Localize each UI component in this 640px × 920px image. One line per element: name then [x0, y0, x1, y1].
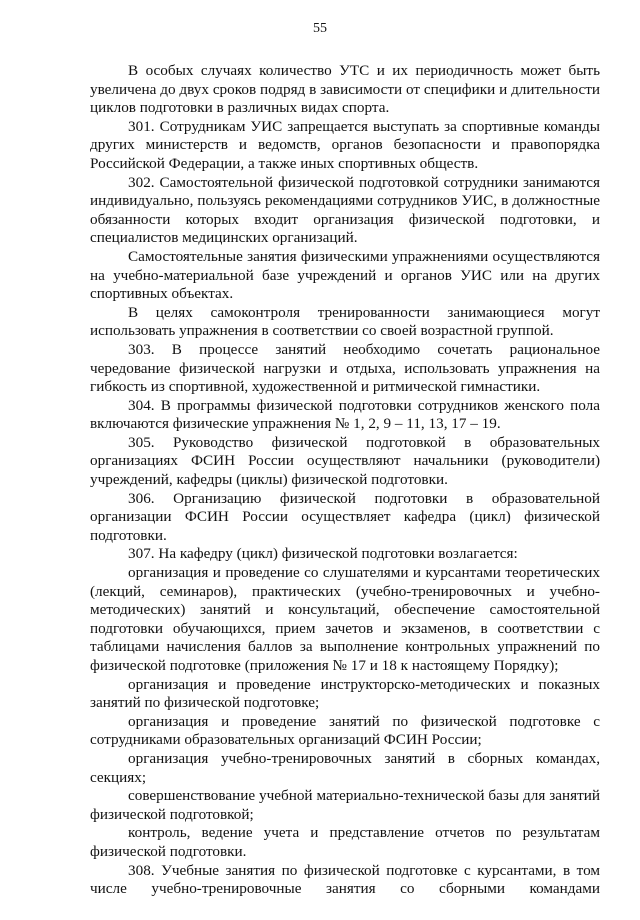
list-item-classes: организация и проведение со слушателями и курсантами теоретических (лекций, семинаров), практических (учебно-тренировочных и учебно-методических) занятий и консультаций, обеспечение самостоятельной подготовки обучающихся, прием зачетов и экзаменов, в соответствии с таблицами начисления баллов за выполнение контрольных упражнений по физической подготовке (приложения № 17 и 18 к настоящему Порядку);: [90, 564, 600, 674]
paragraph-301: 301. Сотрудникам УИС запрещается выступать за спортивные команды других министерств и ведомств, органов безопасности и правопорядка Российской Федерации, а также иных спортивных обществ.: [90, 117, 600, 172]
document-body: [90, 62, 600, 899]
paragraph-self-control: В целях самоконтроля тренированности занимающиеся могут использовать упражнения в соответствии со своей возрастной группой.: [90, 303, 600, 340]
page-number: 55: [313, 21, 327, 36]
paragraph-306: 306. Организацию физической подготовки в образовательной организации ФСИН России осуществляет кафедра (цикл) физической подготовки.: [90, 489, 600, 544]
paragraph-self-training-base: Самостоятельные занятия физическими упражнениями осуществляются на учебно-материальной базе учреждений и органов УИС или на других спортивных объектах.: [90, 247, 600, 303]
list-item-team-training: организация учебно-тренировочных занятий в сборных командах, секциях;: [90, 749, 600, 786]
list-item-staff-classes: организация и проведение занятий по физической подготовке с сотрудниками образовательных организаций ФСИН России;: [90, 712, 600, 749]
paragraph-304: 304. В программы физической подготовки сотрудников женского пола включаются физические упражнения № 1, 2, 9 – 11, 13, 17 – 19.: [90, 396, 600, 433]
paragraph-303: 303. В процессе занятий необходимо сочетать рациональное чередование физической нагрузки и отдыха, использовать упражнения на гибкость из спортивной, художественной и ритмической гимнастики.: [90, 340, 600, 396]
list-item-instructor-classes: организация и проведение инструкторско-методических и показных занятий по физической подготовке;: [90, 675, 600, 712]
paragraph-302: 302. Самостоятельной физической подготовкой сотрудники занимаются индивидуально, пользуясь рекомендациями сотрудников УИС, в должностные обязанности которых входит организация физической подготовки, и специалистов медицинских организаций.: [90, 173, 600, 247]
paragraph-uts-frequency: В особых случаях количество УТС и их периодичность может быть увеличена до двух сроков подряд в зависимости от специфики и длительности циклов подготовки в различных видах спорта.: [90, 62, 600, 117]
list-item-material-base: совершенствование учебной материально-технической базы для занятий физической подготовкой;: [90, 787, 600, 823]
paragraph-305: 305. Руководство физической подготовкой в образовательных организациях ФСИН России осуществляют начальники (руководители) учреждений, кафедры (циклы) физической подготовки.: [90, 433, 600, 489]
paragraph-307: 307. На кафедру (цикл) физической подготовки возлагается:: [128, 545, 518, 563]
paragraph-308: 308. Учебные занятия по физической подготовке с курсантами, в том числе учебно-тренировочные занятия со сборными командами: [90, 861, 600, 898]
list-item-control-reporting: контроль, ведение учета и представление отчетов по результатам физической подготовки.: [90, 824, 600, 860]
